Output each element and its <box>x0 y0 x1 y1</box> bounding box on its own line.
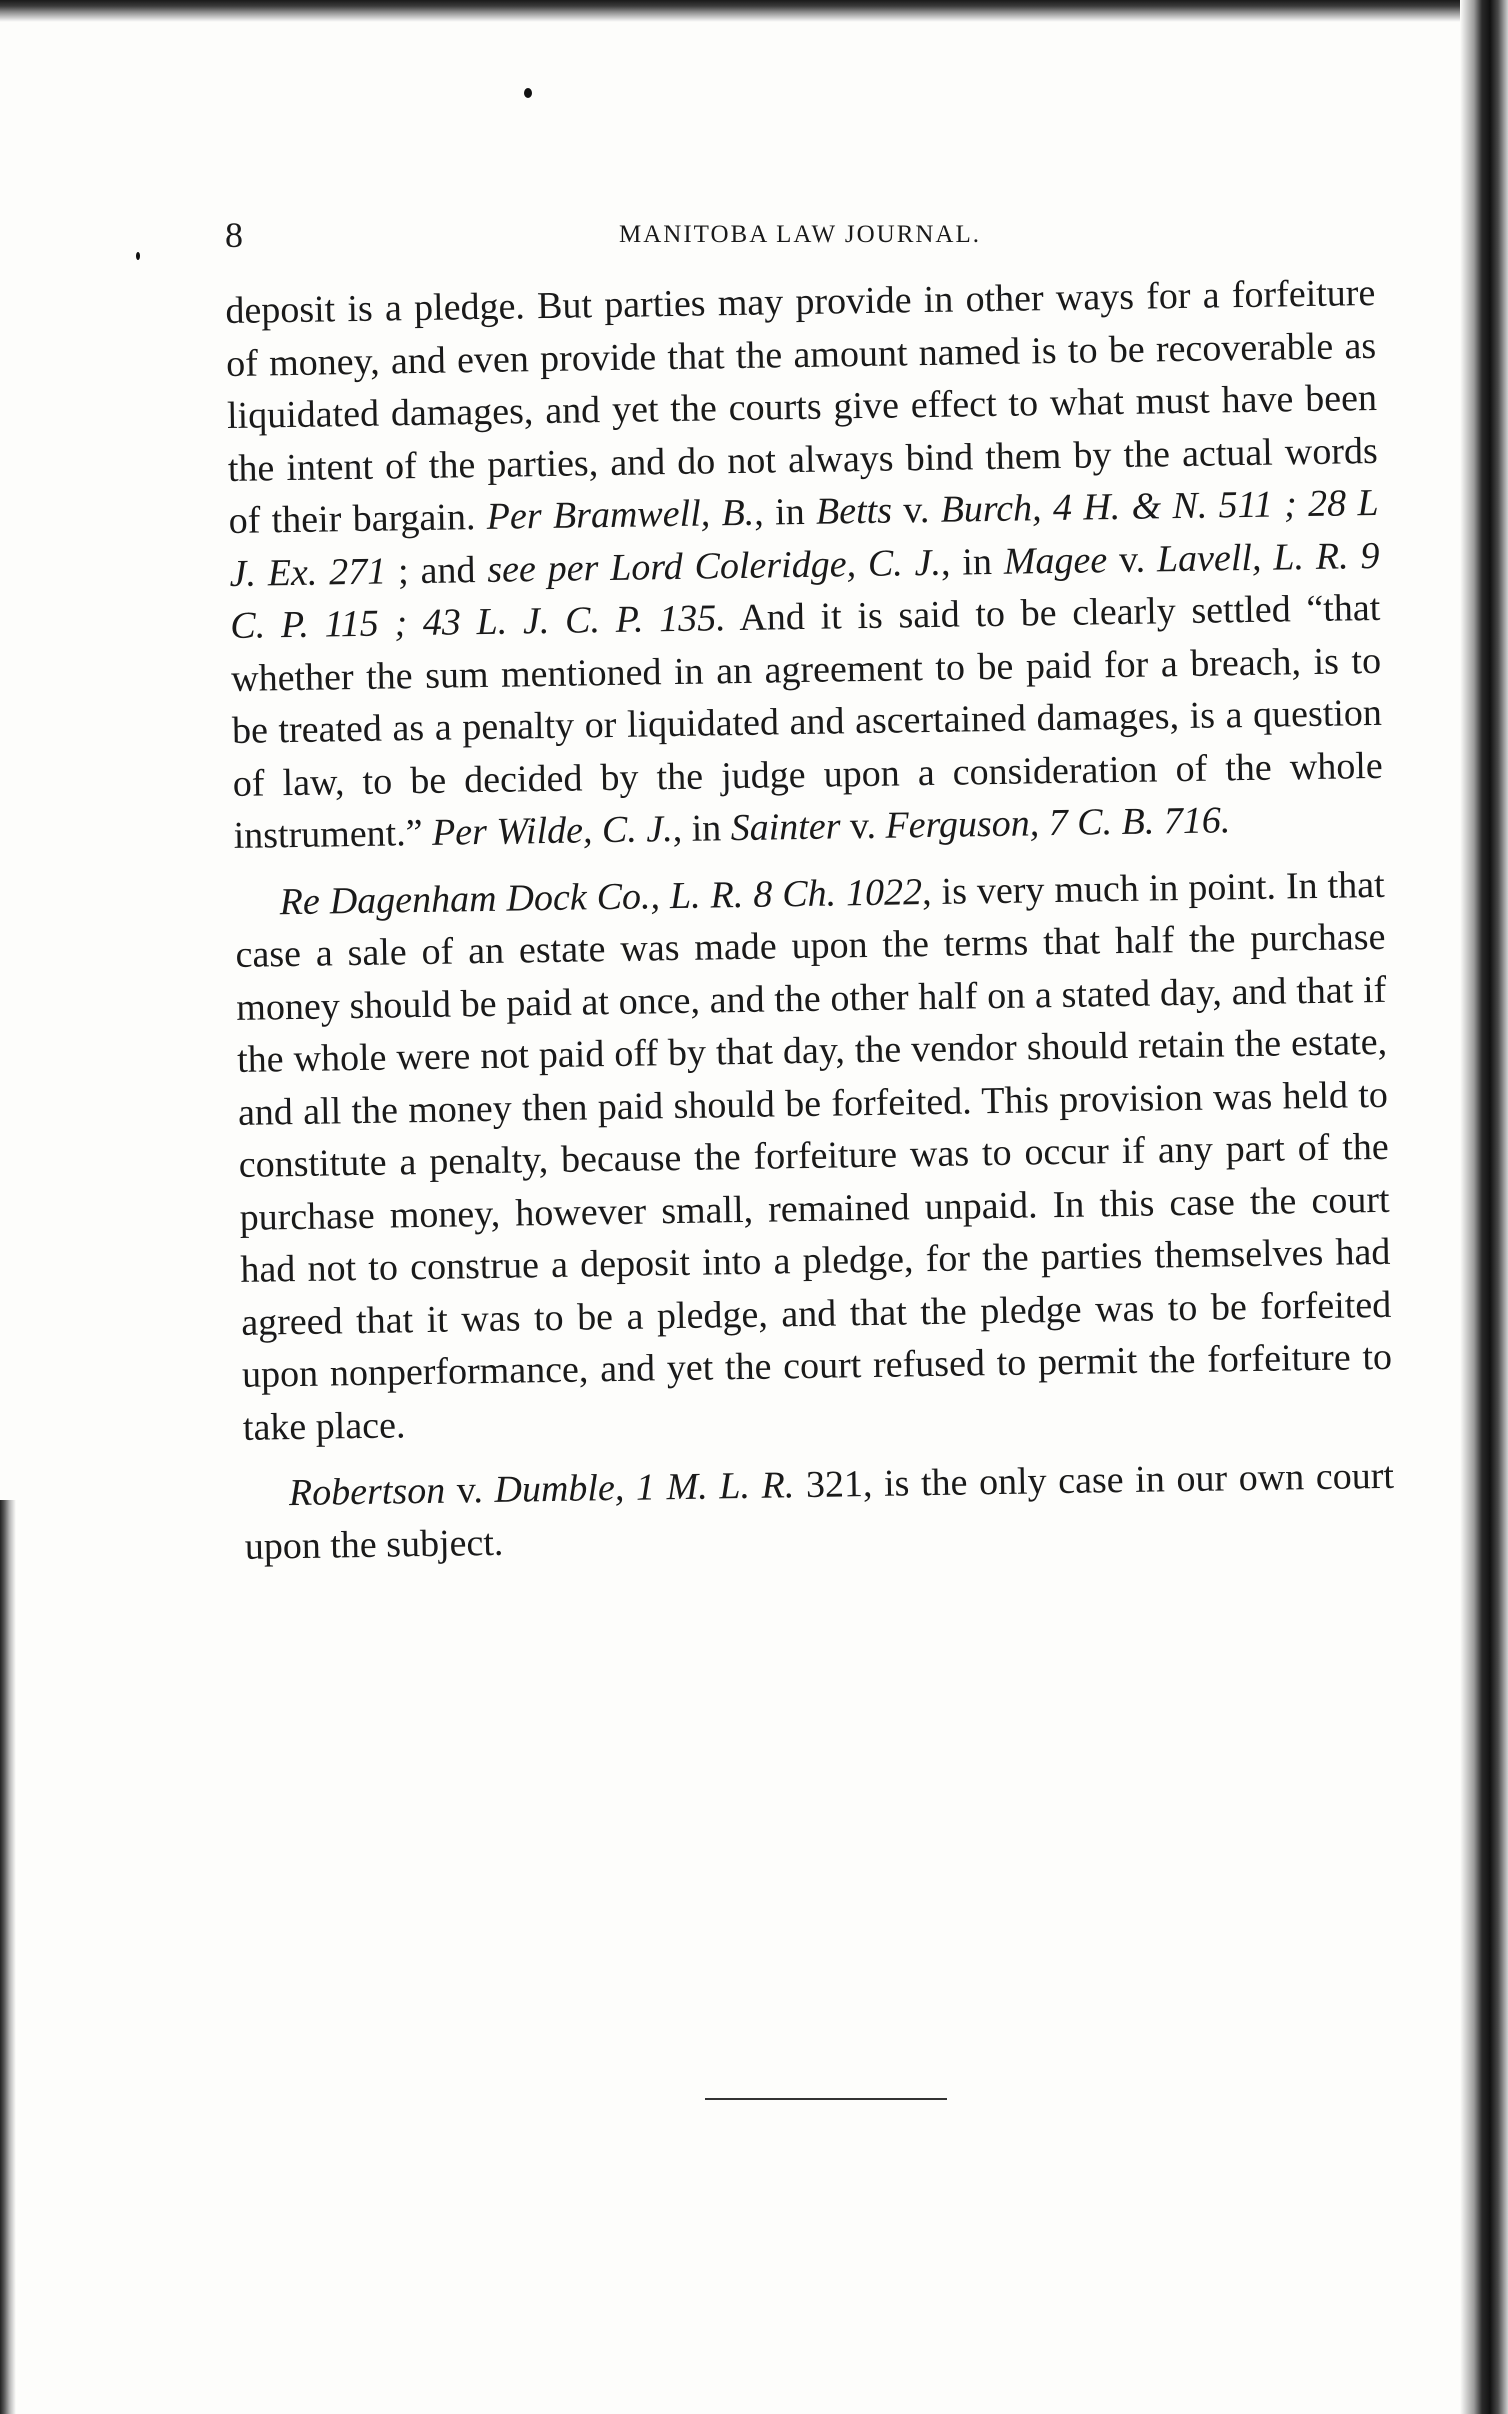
case-name-italic: Betts <box>815 489 893 533</box>
text-run: v. <box>891 488 941 532</box>
ink-speck <box>136 252 140 260</box>
scan-binding-edge <box>1460 0 1508 2414</box>
citation-italic: see per Lord Coleridge, C. J. <box>486 541 942 591</box>
text-run: deposit is a pledge. But parties may provide in other ways for a forfeiture of money, and even provide that the amount named is to be recoverable as liquidated damages, and yet the courts give effect to what must have been the intent of the parties, and do not always bind them by the actual words of their bargain. <box>225 271 1379 542</box>
text-run: v. <box>1106 537 1158 581</box>
text-run: , is very much in point. In that case a sale of an estate was made upon the terms that half the purchase money should be paid at once, and the other half on a stated day, and that if the whole were not paid off by that day, the vendor should retain the estate, and all the money then paid should be forfeited. This provision was held to constitute a penalty, because the forfeiture was to occur if any part of the purchase money, however small, remained unpaid. In this case the court had not to construe a deposit into a pledge, for the parties themselves had agreed that it was to be a pledge, and that the pledge was to be forfeited upon nonperformance, and yet the court refused to permit the forfeiture to take place. <box>235 863 1393 1449</box>
case-name-italic: Magee <box>1003 538 1108 583</box>
section-end-rule <box>705 2098 947 2100</box>
text-run: ; and <box>385 548 488 593</box>
text-run: , in <box>753 490 817 534</box>
paragraph-3 <box>244 1450 1396 1573</box>
citation-italic: Per Wilde, C. J. <box>431 808 673 854</box>
case-name-italic: Re Dagenham Dock Co., L. R. 8 Ch. 1022 <box>279 870 923 923</box>
text-run: , in <box>672 807 732 851</box>
paragraph-2 <box>234 858 1393 1453</box>
text-run: 321, is the only case in our own court upon the subject. <box>244 1454 1395 1568</box>
body-text <box>225 267 1395 1587</box>
case-name-italic: Dumble, 1 M. L. R. <box>494 1464 795 1511</box>
scan-left-edge <box>0 1500 16 2414</box>
running-head: MANITOBA LAW JOURNAL. <box>619 221 981 248</box>
page-header <box>225 210 1375 260</box>
citation-italic: Per Bramwell, B. <box>486 491 755 538</box>
scan-top-edge <box>0 0 1508 22</box>
text-run: , in <box>940 540 1005 584</box>
page-number: 8 <box>225 215 243 255</box>
text-run: v. <box>444 1468 495 1512</box>
case-name-italic: Burch, 4 H. & N. 511 ; 28 L J. Ex. 271 <box>229 481 1379 595</box>
text-run: v. <box>840 804 886 848</box>
case-name-italic: Ferguson, 7 C. B. 716. <box>885 799 1231 847</box>
ink-speck <box>524 88 532 98</box>
case-name-italic: Robertson <box>288 1469 446 1515</box>
case-name-italic: Lavell, L. R. 9 C. P. 115 ; 43 L. J. C. P. 135. <box>230 534 1380 647</box>
paragraph-1 <box>225 267 1384 862</box>
text-run: And it is said to be clearly settled “that whether the sum mentioned in an agreement to be paid for a breach, is to be treated as a penalty or liquidated and ascertained damages, is a question of law, to be decided by the judge upon a consideration of the whole instrument.” <box>230 586 1384 857</box>
case-name-italic: Sainter <box>730 805 841 850</box>
